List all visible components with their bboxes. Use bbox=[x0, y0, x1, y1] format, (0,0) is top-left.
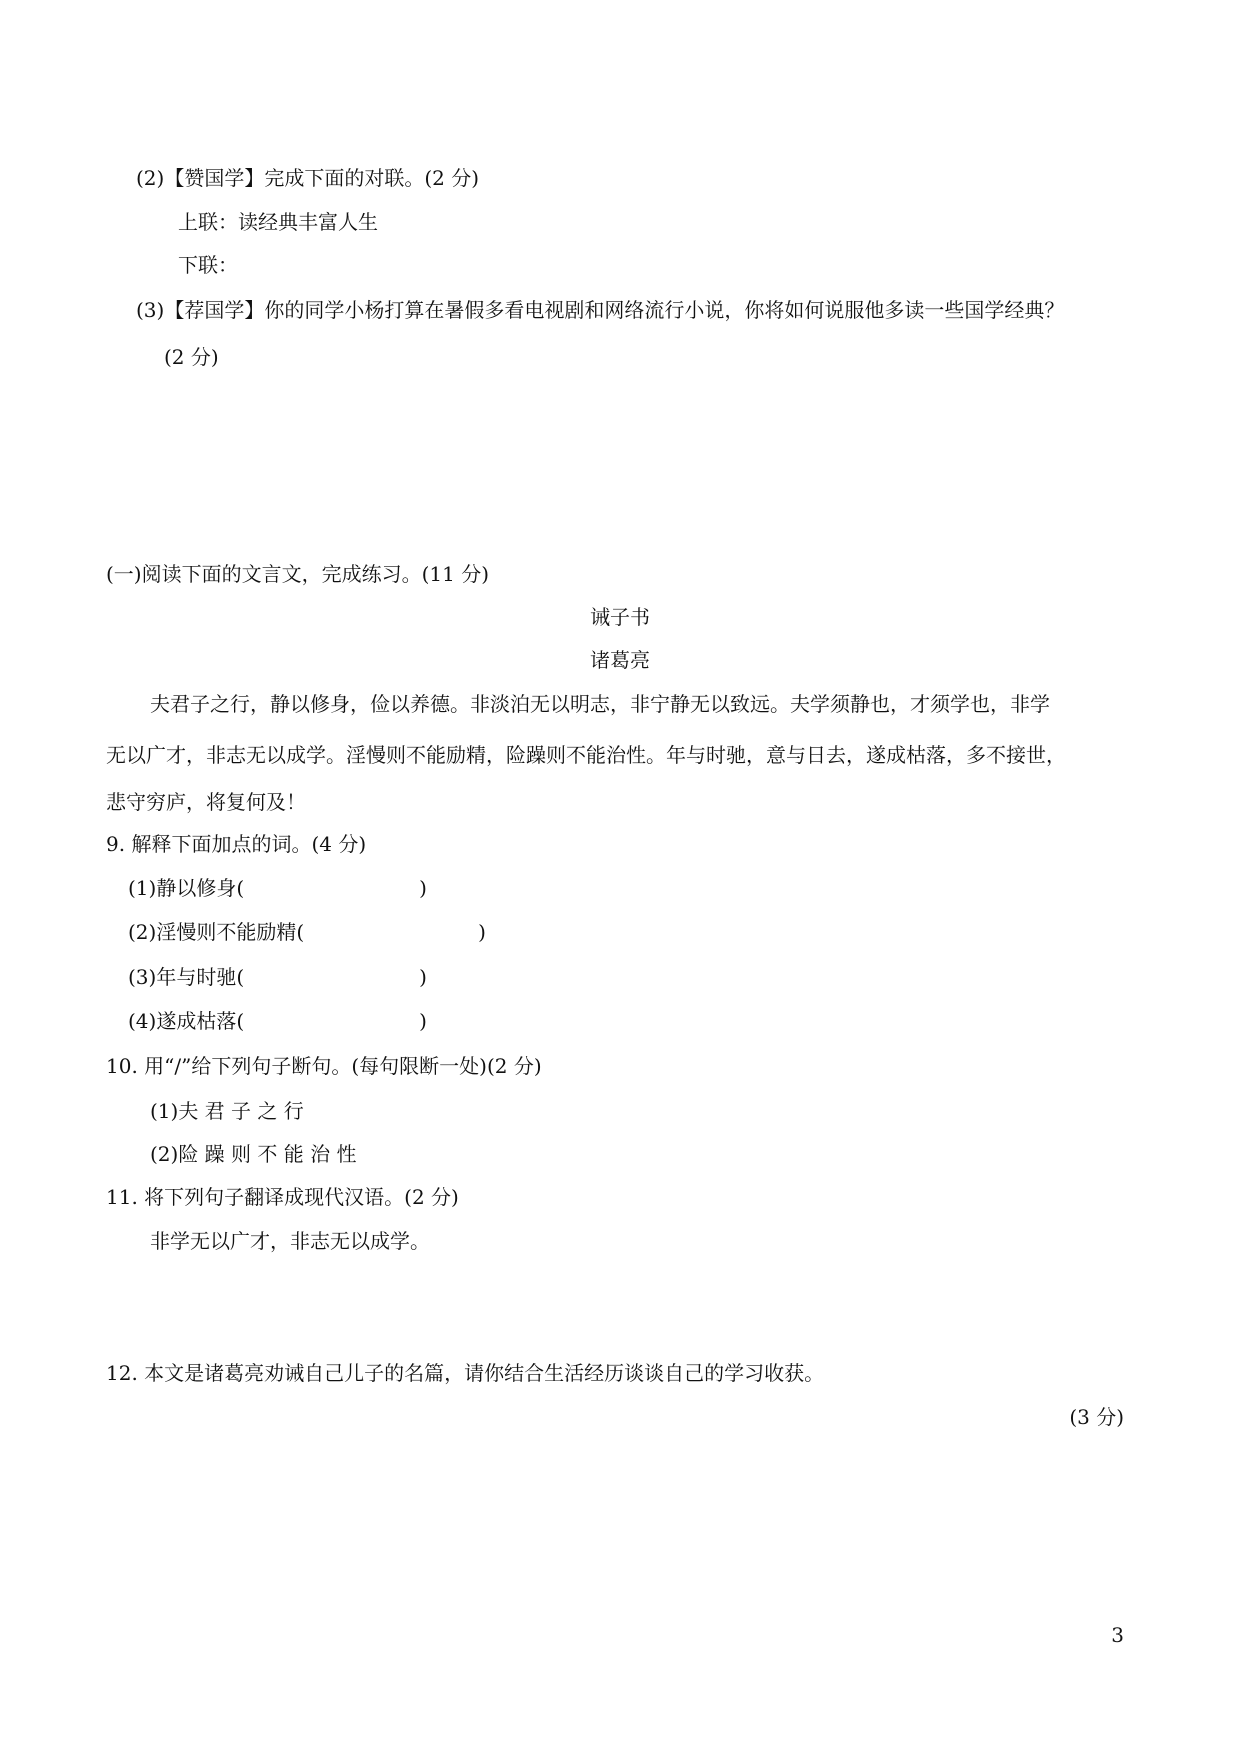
q9-item-close: ) bbox=[419, 876, 427, 900]
q3-prompt: (3)【荐国学】你的同学小杨打算在暑假多看电视剧和网络流行小说，你将如何说服他多读一些国学经典？ bbox=[136, 298, 1065, 322]
q9-item-close: ) bbox=[478, 920, 486, 944]
q9-item-text: (1)静以修身( bbox=[128, 876, 245, 900]
q11-prompt: 11. 将下列句子翻译成现代汉语。(2 分) bbox=[106, 1185, 459, 1209]
passage-line: 夫君子之行，静以修身，俭以养德。非淡泊无以明志，非宁静无以致远。夫学须静也，才须学也，非学 bbox=[150, 692, 1050, 716]
couplet-lower: 下联： bbox=[178, 253, 238, 277]
passage-line: 无以广才，非志无以成学。淫慢则不能励精，险躁则不能治性。年与时驰，意与日去，遂成枯落，多不接世， bbox=[106, 743, 1066, 767]
passage-author: 诸葛亮 bbox=[590, 648, 650, 672]
passage-title: 诫子书 bbox=[590, 605, 650, 629]
q10-item: (1)夫 君 子 之 行 bbox=[150, 1099, 304, 1123]
q9-item-close: ) bbox=[419, 1009, 427, 1033]
q9-item-text: (2)淫慢则不能励精( bbox=[128, 920, 305, 944]
q9-item bbox=[128, 878, 427, 898]
q11-sentence: 非学无以广才，非志无以成学。 bbox=[150, 1229, 430, 1253]
q10-prompt: 10. 用“/”给下列句子断句。(每句限断一处)(2 分) bbox=[106, 1054, 542, 1078]
q9-item-text: (4)遂成枯落( bbox=[128, 1009, 245, 1033]
page-number: 3 bbox=[1111, 1623, 1124, 1647]
q9-item-close: ) bbox=[419, 965, 427, 989]
section-heading: (一)阅读下面的文言文，完成练习。(11 分) bbox=[106, 562, 490, 586]
q9-item-text: (3)年与时驰( bbox=[128, 965, 245, 989]
q9-prompt: 9. 解释下面加点的词。(4 分) bbox=[106, 832, 367, 856]
couplet-upper: 上联：读经典丰富人生 bbox=[178, 210, 378, 234]
q3-points: (2 分) bbox=[164, 345, 219, 369]
q12-prompt: 12. 本文是诸葛亮劝诫自己儿子的名篇，请你结合生活经历谈谈自己的学习收获。 bbox=[106, 1361, 825, 1385]
q9-item bbox=[128, 922, 486, 942]
q12-points: (3 分) bbox=[1069, 1405, 1124, 1429]
passage-line: 悲守穷庐，将复何及！ bbox=[106, 790, 306, 814]
q10-item: (2)险 躁 则 不 能 治 性 bbox=[150, 1142, 357, 1166]
q9-item bbox=[128, 1011, 427, 1031]
q9-item bbox=[128, 967, 427, 987]
q2-prompt: (2)【赞国学】完成下面的对联。(2 分) bbox=[136, 166, 480, 190]
